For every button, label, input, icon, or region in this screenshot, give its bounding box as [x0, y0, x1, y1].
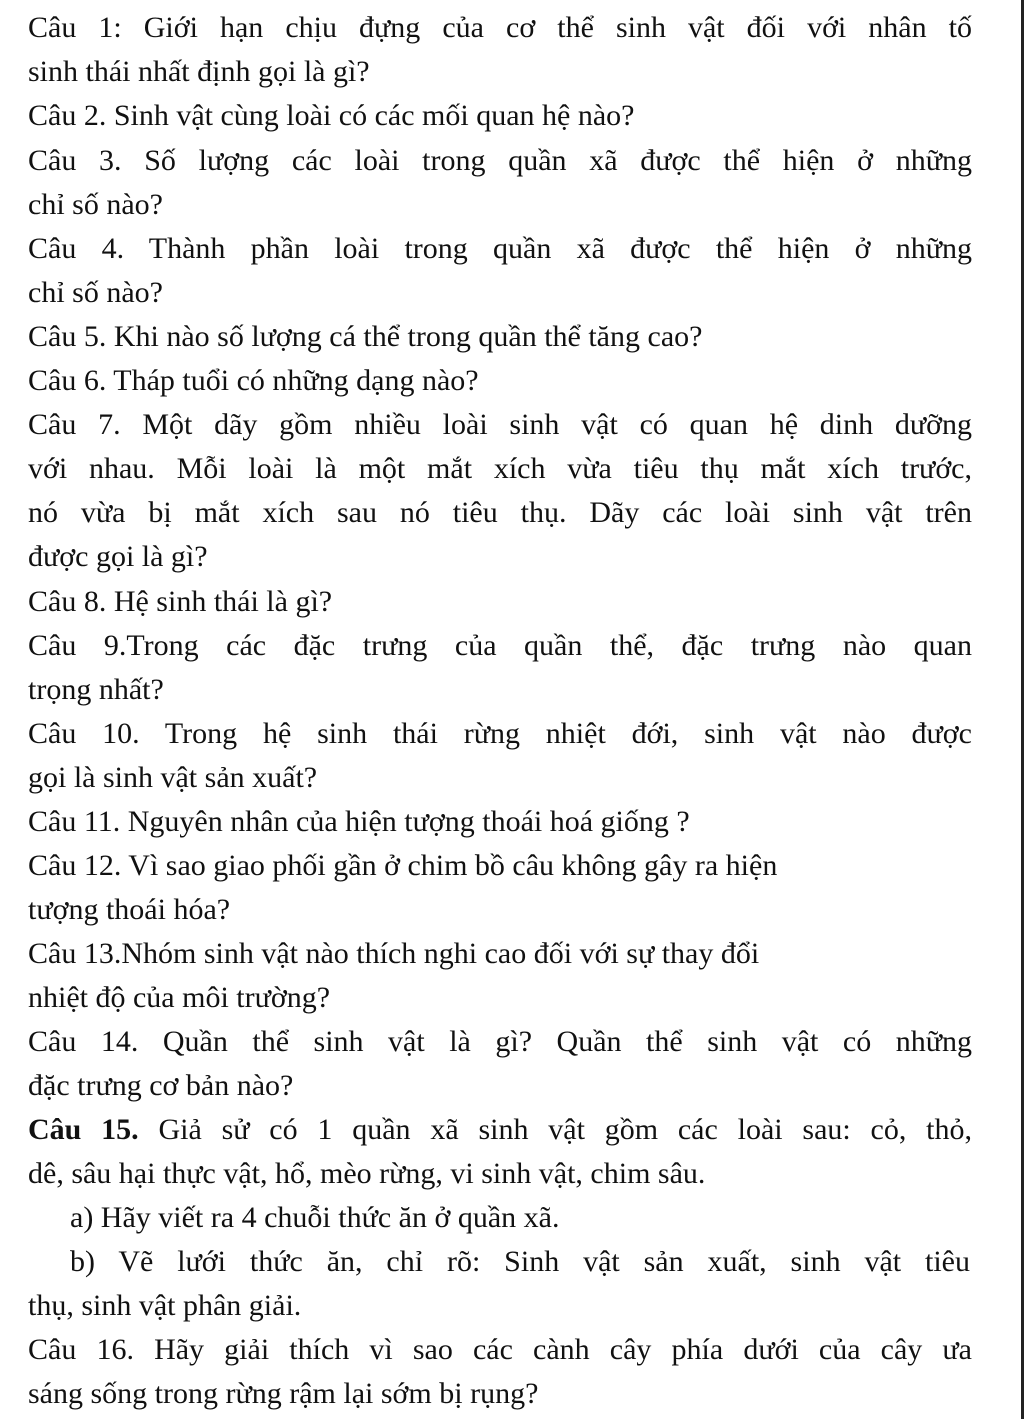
- q13-line-2: nhiệt độ của môi trường?: [28, 981, 331, 1014]
- q10-line-1: Câu 10. Trong hệ sinh thái rừng nhiệt đới, sinh vật nào được: [28, 717, 972, 750]
- q15-line-2: dê, sâu hại thực vật, hổ, mèo rừng, vi sinh vật, chim sâu.: [28, 1157, 706, 1190]
- q15a-line-1: a) Hãy viết ra 4 chuỗi thức ăn ở quần xã.: [70, 1201, 560, 1234]
- q15b-line-2: thụ, sinh vật phân giải.: [28, 1289, 302, 1322]
- q12-line-2: tượng thoái hóa?: [28, 893, 231, 926]
- q8-line-1: Câu 8. Hệ sinh thái là gì?: [28, 585, 333, 618]
- q1-line-1: Câu 1: Giới hạn chịu đựng của cơ thể sinh vật đối với nhân tố: [28, 11, 972, 44]
- q16-line-1: Câu 16. Hãy giải thích vì sao các cành cây phía dưới của cây ưa: [28, 1333, 972, 1366]
- q16-line-2: sáng sống trong rừng rậm lại sớm bị rụng?: [28, 1377, 539, 1410]
- q9-line-1: Câu 9.Trong các đặc trưng của quần thể, đặc trưng nào quan: [28, 629, 972, 662]
- q15b-line-1: b) Vẽ lưới thức ăn, chỉ rõ: Sinh vật sản xuất, sinh vật tiêu: [70, 1245, 970, 1278]
- q3-line-2: chỉ số nào?: [28, 188, 163, 221]
- q7-line-1: Câu 7. Một dãy gồm nhiều loài sinh vật có quan hệ dinh dưỡng: [28, 408, 972, 441]
- q7-line-4: được gọi là gì?: [28, 540, 208, 573]
- q5-line-1: Câu 5. Khi nào số lượng cá thể trong quần thể tăng cao?: [28, 320, 703, 353]
- q4-line-2: chỉ số nào?: [28, 276, 163, 309]
- q7-line-2: với nhau. Mỗi loài là một mắt xích vừa tiêu thụ mắt xích trước,: [28, 452, 972, 485]
- q9-line-2: trọng nhất?: [28, 673, 164, 706]
- q15-line-1-text: Giả sử có 1 quần xã sinh vật gồm các loài sau: cỏ, thỏ,: [138, 1113, 972, 1146]
- q11-line-1: Câu 11. Nguyên nhân của hiện tượng thoái hoá giống ?: [28, 805, 690, 838]
- q7-line-3: nó vừa bị mắt xích sau nó tiêu thụ. Dãy các loài sinh vật trên: [28, 496, 972, 529]
- q14-line-2: đặc trưng cơ bản nào?: [28, 1069, 294, 1102]
- q13-line-1: Câu 13.Nhóm sinh vật nào thích nghi cao đối với sự thay đổi: [28, 937, 760, 970]
- q1-line-2: sinh thái nhất định gọi là gì?: [28, 55, 370, 88]
- q10-line-2: gọi là sinh vật sản xuất?: [28, 761, 318, 794]
- q6-line-1: Câu 6. Tháp tuổi có những dạng nào?: [28, 364, 479, 397]
- q15-line-1: [26, 1108, 972, 1152]
- q2-line-1: Câu 2. Sinh vật cùng loài có các mối quan hệ nào?: [28, 99, 635, 132]
- q3-line-1: Câu 3. Số lượng các loài trong quần xã được thể hiện ở những: [28, 144, 972, 177]
- q15-bold-label: Câu 15.: [28, 1113, 139, 1146]
- q4-line-1: Câu 4. Thành phần loài trong quần xã được thể hiện ở những: [28, 232, 972, 265]
- q12-line-1: Câu 12. Vì sao giao phối gần ở chim bồ câu không gây ra hiện: [28, 849, 778, 882]
- q14-line-1: Câu 14. Quần thể sinh vật là gì? Quần thể sinh vật có những: [28, 1025, 972, 1058]
